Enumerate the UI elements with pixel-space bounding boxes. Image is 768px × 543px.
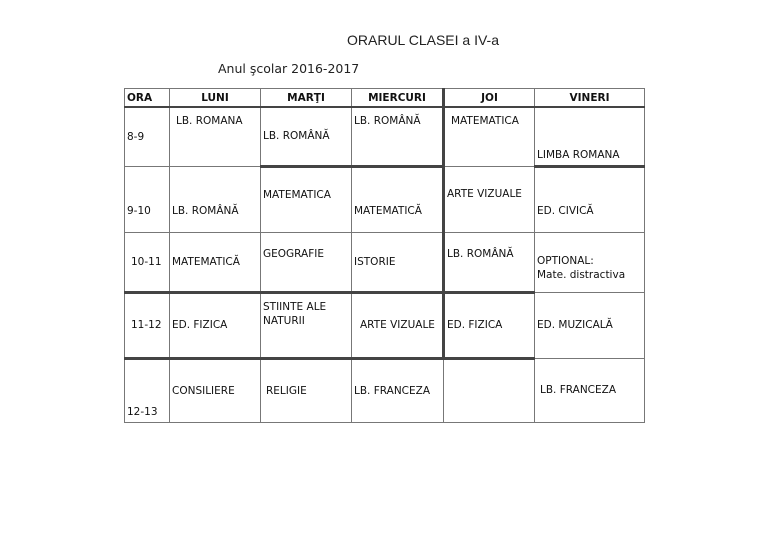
hour-cell: 8-9 xyxy=(125,107,170,166)
table-row xyxy=(125,358,645,422)
lesson-cell: ED. FIZICA xyxy=(170,292,261,358)
lesson-cell: MATEMATICĂ xyxy=(352,166,444,232)
hour-cell: 10-11 xyxy=(125,232,170,292)
lesson-cell: OPTIONAL: Mate. distractiva xyxy=(535,232,645,292)
lesson-cell: RELIGIE xyxy=(261,358,352,422)
table-row xyxy=(125,107,645,166)
lesson-cell: STIINTE ALE NATURII xyxy=(261,292,352,358)
lesson-cell: LB. ROMANA xyxy=(170,107,261,166)
lesson-cell: MATEMATICĂ xyxy=(170,232,261,292)
lesson-cell: LB. ROMÂNĂ xyxy=(261,107,352,166)
lesson-cell: MATEMATICA xyxy=(261,166,352,232)
page-title: ORARUL CLASEI a IV-a xyxy=(347,32,499,48)
lesson-cell: LB. ROMÂNĂ xyxy=(352,107,444,166)
lesson-cell: ARTE VIZUALE xyxy=(352,292,444,358)
lesson-cell: MATEMATICA xyxy=(444,107,535,166)
lesson-cell: GEOGRAFIE xyxy=(261,232,352,292)
lesson-cell: ED. FIZICA xyxy=(444,292,535,358)
table-row xyxy=(125,292,645,358)
hour-cell: 9-10 xyxy=(125,166,170,232)
lesson-cell: LB. FRANCEZA xyxy=(352,358,444,422)
header-luni: LUNI xyxy=(170,89,261,108)
table-row xyxy=(125,166,645,232)
table-row xyxy=(125,232,645,292)
header-vineri: VINERI xyxy=(535,89,645,108)
lesson-cell: LIMBA ROMANA xyxy=(535,107,645,166)
school-year: Anul şcolar 2016-2017 xyxy=(218,61,360,76)
lesson-cell: LB. FRANCEZA xyxy=(535,358,645,422)
lesson-cell: ARTE VIZUALE xyxy=(444,166,535,232)
lesson-cell xyxy=(444,358,535,422)
lesson-cell: ED. MUZICALĂ xyxy=(535,292,645,358)
lesson-cell: LB. ROMÂNĂ xyxy=(170,166,261,232)
header-miercuri: MIERCURI xyxy=(352,89,444,108)
header-marti: MARŢI xyxy=(261,89,352,108)
header-joi: JOI xyxy=(444,89,535,108)
lesson-cell: LB. ROMÂNĂ xyxy=(444,232,535,292)
hour-cell: 12-13 xyxy=(125,358,170,422)
lesson-cell: ISTORIE xyxy=(352,232,444,292)
hour-cell: 11-12 xyxy=(125,292,170,358)
lesson-cell: CONSILIERE xyxy=(170,358,261,422)
table-header-row xyxy=(125,89,645,108)
lesson-cell: ED. CIVICĂ xyxy=(535,166,645,232)
schedule-table xyxy=(124,88,645,423)
header-ora: ORA xyxy=(125,89,170,108)
